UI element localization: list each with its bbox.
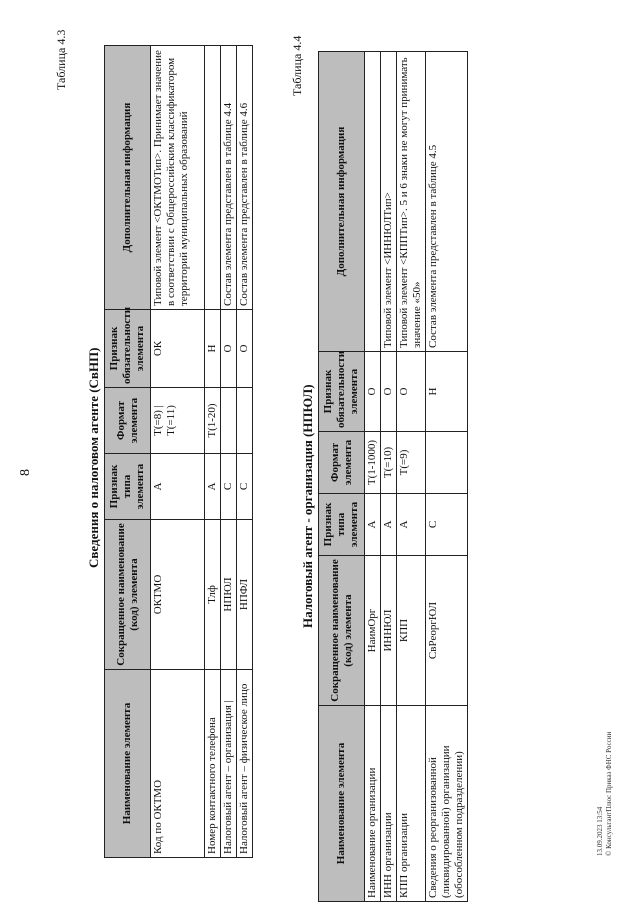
cell	[365, 52, 381, 352]
table-4-4-title: Налоговый агент - организация (НПЮЛ)	[300, 384, 315, 628]
cell: ИНН организации	[381, 706, 397, 902]
cell: T(=9)	[397, 432, 426, 494]
header-cell: Формат элемента	[319, 432, 365, 494]
cell: С	[237, 454, 253, 520]
cell: Типовой элемент <ОКТМОТип>. Принимает значение в соответствии с Общероссийским классификатором территорий муниципальных образований	[151, 46, 205, 310]
header-cell: Формат элемента	[105, 388, 151, 454]
cell: А	[381, 494, 397, 556]
cell: А	[397, 494, 426, 556]
cell: НаимОрг	[365, 556, 381, 706]
cell: ОК	[151, 310, 205, 388]
header-cell: Дополнительная информация	[319, 52, 365, 352]
cell: T(=10)	[381, 432, 397, 494]
table-4-3-title: Сведения о налоговом агенте (СвНП)	[86, 347, 101, 568]
header-cell: Наименование элемента	[105, 670, 151, 858]
table-row	[151, 46, 205, 858]
cell: Наименование организации	[365, 706, 381, 902]
cell: Тлф	[205, 520, 221, 670]
cell: Номер контактного телефона	[205, 670, 221, 858]
cell: Налоговый агент – организация |	[221, 670, 237, 858]
cell: КПП организации	[397, 706, 426, 902]
header-cell: Признак обязательности элемента	[105, 310, 151, 388]
cell: T(=8) | T(=11)	[151, 388, 205, 454]
header-cell: Сокращенное наименование (код) элемента	[105, 520, 151, 670]
cell: А	[151, 454, 205, 520]
cell: Код по ОКТМО	[151, 670, 205, 858]
table-header-row	[105, 46, 151, 858]
header-cell: Признак обязательности элемента	[319, 352, 365, 432]
cell: НПЮЛ	[221, 520, 237, 670]
cell: О	[397, 352, 426, 432]
cell: Н	[426, 352, 468, 432]
cell	[221, 388, 237, 454]
cell: О	[221, 310, 237, 388]
table-4-3	[104, 45, 253, 858]
cell	[426, 432, 468, 494]
cell: Состав элемента представлен в таблице 4.6	[237, 46, 253, 310]
cell: Состав элемента представлен в таблице 4.5	[426, 52, 468, 352]
cell: НПФЛ	[237, 520, 253, 670]
cell: Состав элемента представлен в таблице 4.4	[221, 46, 237, 310]
table-header-row	[319, 52, 365, 902]
header-cell: Дополнительная информация	[105, 46, 151, 310]
header-cell: Сокращенное наименование (код) элемента	[319, 556, 365, 706]
cell: Сведения о реорганизованной (ликвидированной) организации (обособленном подразделении)	[426, 706, 468, 902]
cell: Типовой элемент <КППТип>. 5 и 6 знаки не могут принимать значение «50»	[397, 52, 426, 352]
cell: T(1-1000)	[365, 432, 381, 494]
table-row	[205, 46, 221, 858]
cell: С	[221, 454, 237, 520]
table-row	[365, 52, 381, 902]
table-4-4	[318, 51, 468, 902]
header-cell: Признак типа элемента	[319, 494, 365, 556]
cell: О	[365, 352, 381, 432]
header-cell: Признак типа элемента	[105, 454, 151, 520]
cell: T(1-20)	[205, 388, 221, 454]
cell: Налоговый агент – физическое лицо	[237, 670, 253, 858]
cell	[205, 46, 221, 310]
cell: О	[381, 352, 397, 432]
cell: Типовой элемент <ИННЮЛТип>	[381, 52, 397, 352]
cell: С	[426, 494, 468, 556]
table-row	[237, 46, 253, 858]
cell: ОКТМО	[151, 520, 205, 670]
header-cell: Наименование элемента	[319, 706, 365, 902]
cell: А	[205, 454, 221, 520]
cell: А	[365, 494, 381, 556]
table-row	[221, 46, 237, 858]
cell: ИННЮЛ	[381, 556, 397, 706]
cell: Н	[205, 310, 221, 388]
footer-source: © КонсультантПлюс Приказ ФНС России	[605, 731, 613, 856]
table-4-3-label: Таблица 4.3	[54, 29, 68, 90]
cell	[237, 388, 253, 454]
footer-date: 13.09.2023 13:54	[596, 806, 604, 856]
cell: КПП	[397, 556, 426, 706]
page-number: 8	[18, 469, 33, 476]
table-row	[381, 52, 397, 902]
table-row	[397, 52, 426, 902]
cell: О	[237, 310, 253, 388]
footer-stamp	[596, 732, 614, 856]
table-row	[426, 52, 468, 902]
cell: СвРеоргЮЛ	[426, 556, 468, 706]
table-4-4-label: Таблица 4.4	[290, 35, 304, 96]
